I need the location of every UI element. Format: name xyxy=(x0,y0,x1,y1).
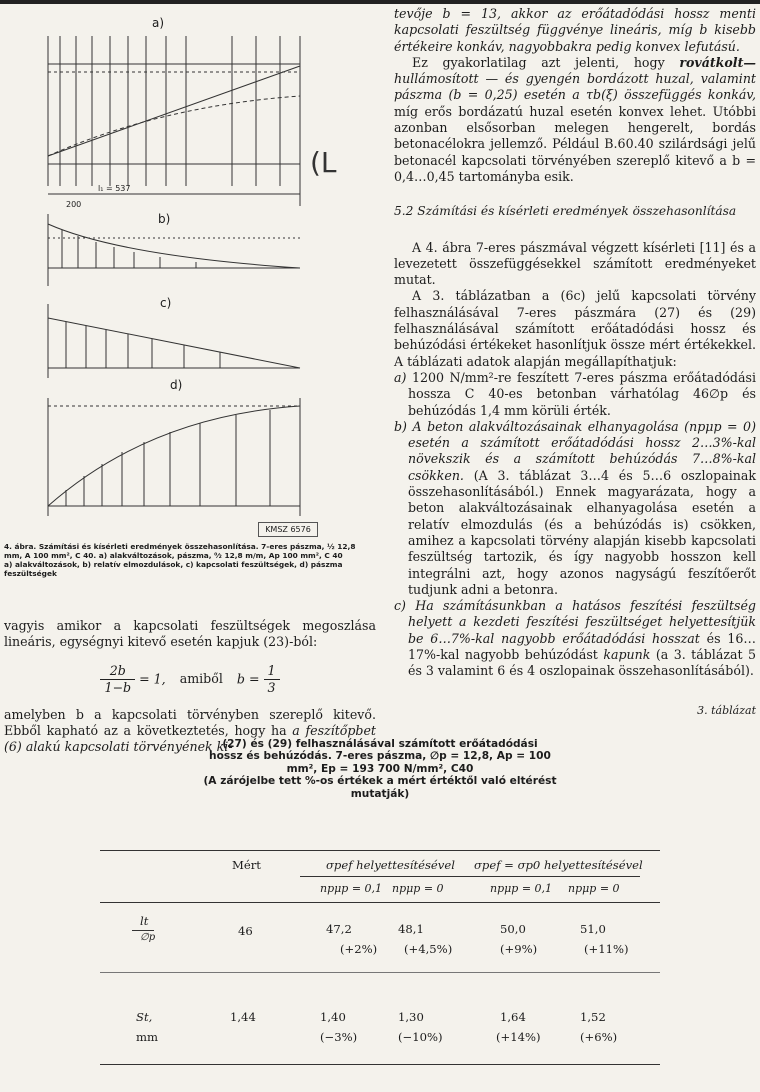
figure-graphics xyxy=(0,6,380,536)
caption-line-1: 4. ábra. Számítási és kísérleti eredmények összehasonlítása. 7-eres pászma, ½ 12,8 mm, A 100 mm², C 40. a) alakváltozások, pászma, ⁰⁄₂ 12,8 m/m, Ap 100 mm², C 40 xyxy=(4,542,356,560)
row1-mert: 46 xyxy=(238,924,253,938)
item-c-text: és 16…17%-kal nagyobb behúzódást xyxy=(408,630,756,662)
row1-c3: 50,0 xyxy=(500,922,526,936)
item-a-label: a) xyxy=(394,369,407,385)
row1-label-bar xyxy=(132,930,154,931)
section-heading: 5.2 Számítási és kísérleti eredmények összehasonlítása xyxy=(394,204,737,219)
row2-d1: (−3%) xyxy=(320,1030,358,1044)
header-sub-2: npμp = 0 xyxy=(392,882,444,895)
rp2-d: míg erős bordázatú huzal esetén konvex lehet. Utóbbi azonban elsősorban melegen hengerelt, bordás betonacélokra jellemző. Például B.60.40 szilárdsági jelű betonacél kapcsolati törvényében szereplő kitevő a b = 0,4…0,45 tartományba esik. xyxy=(394,103,756,184)
panel-c-label: c) xyxy=(160,296,172,310)
row2-d4: (+6%) xyxy=(580,1030,618,1044)
table-bottom-rule xyxy=(100,1064,660,1065)
list-item-c xyxy=(394,598,756,679)
row2-mert: 1,44 xyxy=(230,1010,256,1024)
margin-mark: (L xyxy=(310,146,337,179)
rp2-b: rovátkolt— xyxy=(679,54,756,70)
top-rule xyxy=(0,0,760,4)
row2-d2: (−10%) xyxy=(398,1030,443,1044)
right-paragraph-4: A 3. táblázatban a (6c) jelű kapcsolati törvény felhasználásával 7-eres pászmára (27) és (29) felhasználásával számított erőátadódási hossz és behúzódási értékeket hasonlítjuk össze mért értékekkel. A táblázati adatok alapján megállapíthatjuk: xyxy=(394,288,756,369)
table-number: 3. táblázat xyxy=(697,704,756,717)
header-group-rule xyxy=(300,876,640,877)
table-title-line-4: (A zárójelbe tett %-os értékek a mért értéktől való eltérést xyxy=(203,775,557,788)
axis-a-length: l₁ = 537 xyxy=(98,184,131,193)
header-group-2: σpef = σp0 helyettesítésével xyxy=(474,858,643,872)
panel-d-label: d) xyxy=(170,378,183,392)
row1-c4: 51,0 xyxy=(580,922,606,936)
formula-result-num: 1 xyxy=(264,663,280,680)
formula-numerator: 2b xyxy=(100,663,135,680)
formula-equals: = 1, xyxy=(139,671,166,687)
table-title-line-5: mutatják) xyxy=(350,787,410,800)
row2-label-bot: mm xyxy=(136,1030,158,1044)
table-title-line-2: hossz és behúzódás. 7-eres pászma, ∅p = 12,8, Ap = 100 xyxy=(209,750,551,763)
item-c-text-2: (a 3. táblázat 5 és 3 valamint 6 és 4 oszlopainak összehasonlításából). xyxy=(408,646,756,679)
row1-c2: 48,1 xyxy=(398,922,424,936)
caption-line-2: a) alakváltozások, b) relatív elmozdulások, c) kapcsolati feszültségek, d) pászma feszültségek xyxy=(4,560,343,578)
header-sub-4: npμp = 0 xyxy=(568,882,620,895)
row1-d1: (+2%) xyxy=(340,942,378,956)
right-column xyxy=(394,6,756,680)
header-group-1: σpef helyettesítésével xyxy=(326,858,455,872)
axis-b-length: 200 xyxy=(66,200,82,209)
item-b-text: (A 3. táblázat 3…4 és 5…6 oszlopainak összehasonlításából.) Ennek magyarázata, hogy a beton alakváltozásainak elhanyagolása esetén a relatív elmozdulás (és a behúzódás is) csökken, amihez a kapcsolati törvény alapján kisebb kapcsolati feszültség tartozik, és így nagyobb hosszon kell integrálni azt, hogy azonos nagyságú feszítőerőt tudjunk adni a betonra. xyxy=(408,467,756,597)
row2-c3: 1,64 xyxy=(500,1010,526,1024)
row1-d3: (+9%) xyxy=(500,942,538,956)
rp2-c: hullámosított — és gyengén bordázott huzal, valamint pászma (b = 0,25) esetén a τb(ξ) összefüggés konkáv, xyxy=(394,71,756,103)
figure-4 xyxy=(0,6,380,536)
item-b-label: b) xyxy=(394,418,407,434)
item-c-italic: Ha számításunkban a hatásos feszítési feszültség helyett a kezdeti feszítési feszültséget helyettesítjük be 6…7%-kal nagyobb erőátadódási hosszat xyxy=(408,598,756,646)
right-paragraph-1: tevője b = 13, akkor az erőátadódási hossz menti kapcsolati feszültség függvénye lineáris, míg b kisebb értékeire konkáv, nagyobbakra pedig konvex lefutású. xyxy=(394,6,756,54)
list-item-a xyxy=(394,370,756,419)
left-paragraph-1: vagyis amikor a kapcsolati feszültségek megoszlása lineáris, egységnyi kitevő esetén kapjuk (23)-ból: xyxy=(4,618,376,650)
row-separator xyxy=(100,972,660,973)
row2-label-top: St, xyxy=(136,1010,153,1024)
header-bottom-rule xyxy=(100,902,660,903)
header-sub-1: npμp = 0,1 xyxy=(320,882,383,895)
formula-word: amiből xyxy=(179,671,223,687)
row1-d2: (+4,5%) xyxy=(404,942,453,956)
panel-b-label: b) xyxy=(158,212,171,226)
formula-fraction xyxy=(100,663,135,697)
header-mert: Mért xyxy=(232,858,261,872)
table-title xyxy=(150,738,610,800)
formula-result-den: 3 xyxy=(267,680,276,696)
table-title-line-3: mm², Ep = 193 700 N/mm², C40 xyxy=(286,762,474,775)
rp2-a: Ez gyakorlatilag azt jelenti, hogy xyxy=(412,54,680,70)
figure-caption xyxy=(4,542,370,578)
left-p2-italic: a feszítőpbet (6) alakú kapcsolati törvényének ki- xyxy=(4,723,376,755)
right-paragraph-3: A 4. ábra 7-eres pászmával végzett kísérleti [11] és a levezetett összefüggésekkel számított eredményeket mutat. xyxy=(394,239,756,288)
header-sub-3: npμp = 0,1 xyxy=(490,882,553,895)
item-a-text: 1200 N/mm²-re feszített 7-eres pászma erőátadódási hossza C 40-es betonban várhatólag 46∅p és behúzódás 1,4 mm körüli érték. xyxy=(408,369,756,418)
right-paragraph-2 xyxy=(394,55,756,185)
row2-c4: 1,52 xyxy=(580,1010,606,1024)
row2-c2: 1,30 xyxy=(398,1010,424,1024)
formula-denominator: 1−b xyxy=(104,680,132,696)
left-column xyxy=(4,618,376,756)
row2-c1: 1,40 xyxy=(320,1010,346,1024)
row2-d3: (+14%) xyxy=(496,1030,541,1044)
formula-result xyxy=(264,663,280,697)
row1-label-top: lt xyxy=(140,914,149,928)
table-top-rule xyxy=(100,850,660,851)
table-title-line-1: (27) és (29) felhasználásával számított erőátadódási xyxy=(222,738,538,750)
formula-b xyxy=(4,663,376,697)
formula-b-label: b = xyxy=(236,671,260,687)
row1-d4: (+11%) xyxy=(584,942,629,956)
row1-label-bot: ∅p xyxy=(140,932,156,943)
panel-a-label: a) xyxy=(152,16,165,30)
left-p2-text: amelyben b a kapcsolati törvényben szereplő kitevő. Ebből kapható az a következtetés, hogy ha xyxy=(4,706,376,739)
row1-c1: 47,2 xyxy=(326,922,352,936)
item-b-italic: A beton alakváltozásainak elhanyagolása (npμp = 0) esetén a számított erőátadódási hossz 2…3%-kal növekszik és a számított behúzódás 7…8%-kal csökken. xyxy=(408,418,756,483)
item-c-label: c) xyxy=(394,598,406,614)
figure-stamp: KMSZ 6576 xyxy=(258,522,318,537)
item-c-italic-2: kapunk xyxy=(603,646,651,662)
list-item-b xyxy=(394,419,756,598)
